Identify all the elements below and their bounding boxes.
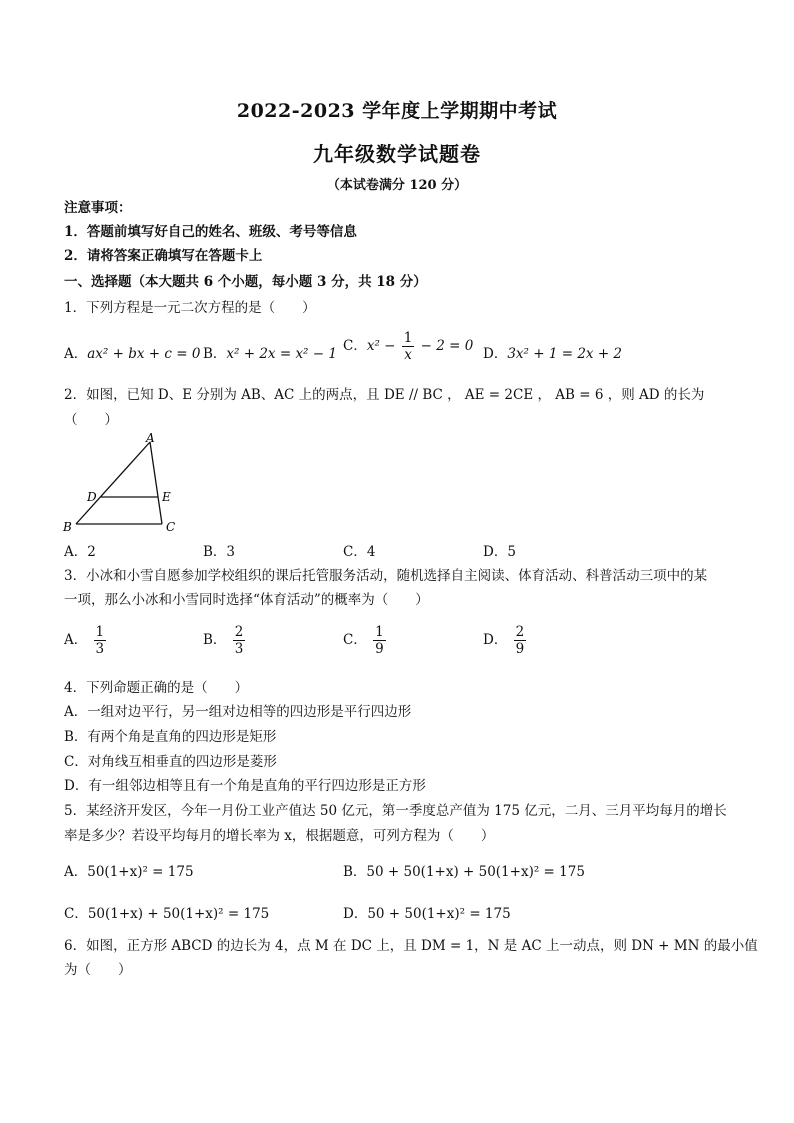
q2-option-a: A．2 xyxy=(64,544,96,560)
side-ac xyxy=(150,442,162,524)
section-heading: 一、选择题（本大题共 6 个小题，每小题 3 分，共 18 分） xyxy=(64,274,427,290)
q1-option-d xyxy=(483,342,622,362)
q5-option-c: C．50(1+x) + 50(1+x)² = 175 xyxy=(64,906,270,922)
q6-stem-line2: 为（ ） xyxy=(64,962,132,978)
q1-option-a xyxy=(64,342,200,362)
fraction-denominator: 9 xyxy=(515,641,525,657)
fraction-denominator: 9 xyxy=(375,641,384,657)
q6-stem-line1: 6．如图，正方形 ABCD 的边长为 4，点 M 在 DC 上，且 DM = 1，N 是 AC 上一动点，则 DN + MN 的最小值 xyxy=(64,938,758,954)
q4-option-c: C．对角线互相垂直的四边形是菱形 xyxy=(64,754,277,770)
point-label-e: E xyxy=(162,490,171,504)
option-label: C． xyxy=(343,632,367,648)
score-note: （本试卷满分 120 分） xyxy=(326,178,468,193)
q1-option-b xyxy=(203,342,337,362)
q3-option-c xyxy=(343,624,388,657)
q5-option-d: D．50 + 50(1+x)² = 175 xyxy=(343,906,511,922)
q4-option-a: A．一组对边平行，另一组对边相等的四边形是平行四边形 xyxy=(64,704,412,720)
q4-option-b: B．有两个角是直角的四边形是矩形 xyxy=(64,729,277,745)
q3-stem-line2: 一项，那么小冰和小雪同时选择“体育活动”的概率为（ ） xyxy=(64,592,429,608)
note-item-2: 2．请将答案正确填写在答题卡上 xyxy=(64,248,263,264)
option-label: B． xyxy=(203,346,227,362)
fraction-numerator: 1 xyxy=(403,330,413,346)
q3-option-a xyxy=(64,624,108,657)
vertex-label-a: A xyxy=(146,431,155,445)
q5-stem-line1: 5．某经济开发区，今年一月份工业产值达 50 亿元，第一季度总产值为 175 亿元，二月、三月平均每月的增长 xyxy=(64,803,727,819)
fraction-denominator: 3 xyxy=(234,641,244,657)
vertex-label-b: B xyxy=(63,520,72,534)
q5-stem-line2: 率是多少？若设平均每月的增长率为 x，根据题意，可列方程为（ ） xyxy=(64,828,495,844)
option-label: C． xyxy=(343,338,367,354)
fraction-numerator: 1 xyxy=(95,624,105,640)
fraction-numerator: 2 xyxy=(515,624,525,640)
q5-option-b: B．50 + 50(1+x) + 50(1+x)² = 175 xyxy=(343,864,585,880)
notes-heading: 注意事项： xyxy=(64,200,132,216)
fraction-numerator: 2 xyxy=(234,624,244,640)
q2-stem-line1: 2．如图，已知 D、E 分别为 AB、AC 上的两点，且 DE // BC ， AE = 2CE ， AB = 6 ，则 AD 的长为 xyxy=(64,387,705,403)
exam-title: 2022-2023 学年度上学期期中考试 xyxy=(236,100,558,122)
fraction xyxy=(402,330,415,363)
q3-stem-line1: 3．小冰和小雪自愿参加学校组织的课后托管服务活动，随机选择自主阅读、体育活动、科普活动三项中的某 xyxy=(64,568,708,584)
vertex-label-c: C xyxy=(166,520,176,534)
fraction-denominator: x xyxy=(404,347,412,363)
q2-option-d: D．5 xyxy=(483,544,516,560)
option-label: B． xyxy=(203,632,227,648)
q5-option-a: A．50(1+x)² = 175 xyxy=(64,864,194,880)
exam-subtitle: 九年级数学试题卷 xyxy=(313,142,481,166)
note-item-1: 1．答题前填写好自己的姓名、班级、考号等信息 xyxy=(64,224,357,240)
q4-option-d: D．有一组邻边相等且有一个角是直角的平行四边形是正方形 xyxy=(64,778,426,794)
fraction xyxy=(373,624,386,657)
q1-stem: 1．下列方程是一元二次方程的是（ ） xyxy=(64,300,316,316)
q1-option-c xyxy=(343,330,473,363)
point-label-d: D xyxy=(87,490,97,504)
fraction xyxy=(233,624,246,657)
fraction-numerator: 1 xyxy=(375,624,384,640)
triangle-figure xyxy=(60,430,190,538)
q2-stem-line2: （ ） xyxy=(64,412,118,428)
option-text: 3x² + 1 = 2x + 2 xyxy=(507,346,623,362)
q2-option-c: C．4 xyxy=(343,544,376,560)
fraction xyxy=(514,624,527,657)
option-text-post: − 2 = 0 xyxy=(420,338,474,354)
side-ab xyxy=(76,442,150,524)
option-label: A． xyxy=(64,346,88,362)
option-text-pre: x² − xyxy=(366,338,396,354)
q3-option-d xyxy=(483,624,528,657)
option-label: D． xyxy=(483,632,508,648)
fraction xyxy=(94,624,107,657)
option-text: x² + 2x = x² − 1 xyxy=(226,346,337,362)
q4-stem: 4．下列命题正确的是（ ） xyxy=(64,680,249,696)
option-label: D． xyxy=(483,346,508,362)
option-text: ax² + bx + c = 0 xyxy=(87,346,201,362)
option-label: A． xyxy=(64,632,88,648)
fraction-denominator: 3 xyxy=(95,641,105,657)
q2-option-b: B．3 xyxy=(203,544,236,560)
q3-option-b xyxy=(203,624,247,657)
